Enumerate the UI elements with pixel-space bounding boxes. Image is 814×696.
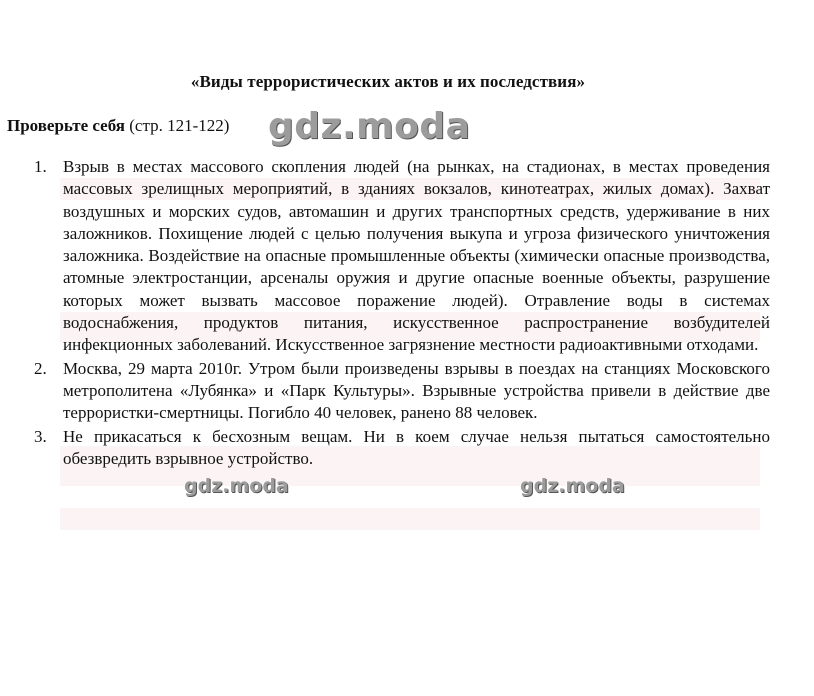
list-item xyxy=(34,358,770,425)
faded-highlight xyxy=(60,508,760,530)
item-number: 3. xyxy=(34,426,47,446)
watermark-main: gdz.moda xyxy=(268,106,471,147)
item-text: Не прикасаться к бесхозным вещам. Ни в коем случае нельзя пытаться самостоятельно обезвредить взрывное устройство. xyxy=(63,426,770,468)
item-number: 1. xyxy=(34,157,47,176)
item-text: Взрыв в местах массового скопления людей (на рынках, на стадионах, в местах проведения массовых зрелищных мероприятий, в зданиях вокзалов, кинотеатрах, жилых домах). Захват воздушных и морских судов, автомашин и других транспортных средств, удерживание в них заложников. Похищение людей с целью получения выкупа и угроза физического уничтожения заложника. Воздействие на опасные промышленные объекты (химически опасные производства, атомные электростанции, арсеналы оружия и другие опасные военные объекты, разрушение которых может вызвать массовое поражение людей). Отравление воды в системах водоснабжения, продуктов питания, искусственное распространение возбудителей инфекционных заболеваний. Искусственное загрязнение местности радиоактивными отходами. xyxy=(63,157,770,355)
answer-list xyxy=(34,156,770,471)
check-yourself-line xyxy=(7,116,229,136)
page-reference: (стр. 121-122) xyxy=(125,116,230,135)
watermark-secondary: gdz.moda xyxy=(520,475,625,497)
check-yourself-label: Проверьте себя xyxy=(7,116,125,135)
list-item xyxy=(34,156,770,357)
item-text: Москва, 29 марта 2010г. Утром были произведены взрывы в поездах на станциях Московского метрополитена «Лубянка» и «Парк Культуры». Взрывные устройства привели в действие две террористки-смертницы. Погибло 40 человек, ранено 88 человек. xyxy=(63,358,770,423)
item-number: 2. xyxy=(34,358,47,378)
list-item xyxy=(34,426,770,471)
document-title: «Виды террористических актов и их последствия» xyxy=(190,72,586,91)
watermark-secondary: gdz.moda xyxy=(184,475,289,497)
